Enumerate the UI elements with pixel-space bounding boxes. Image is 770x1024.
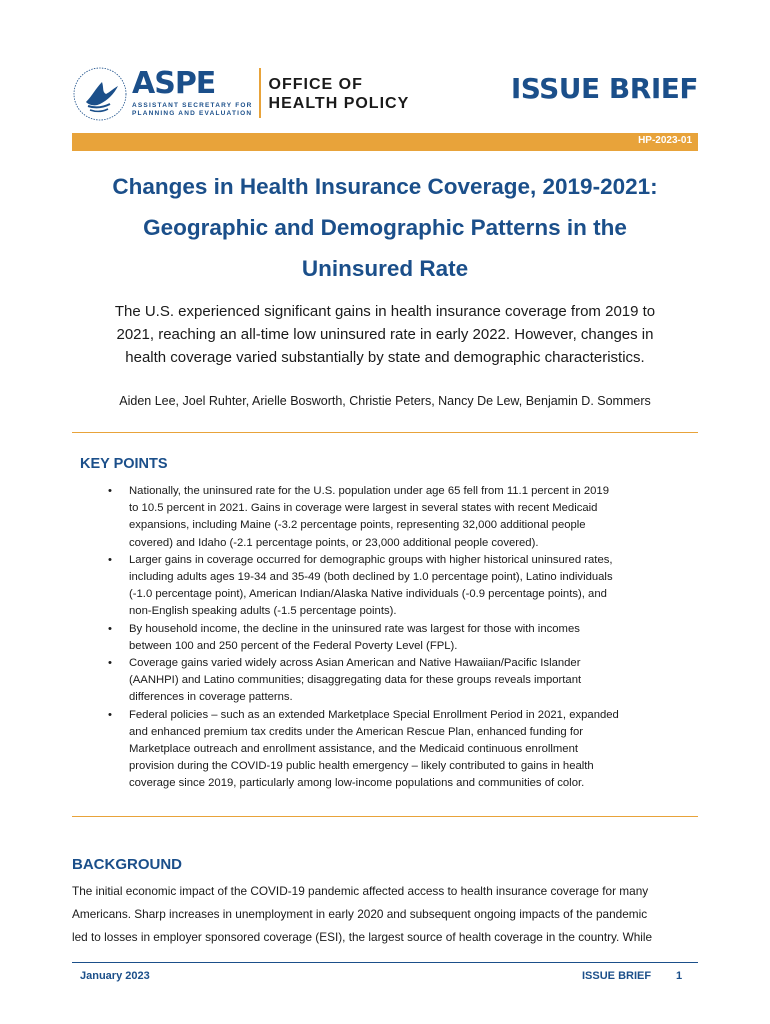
kp-line: (AANHPI) and Latino communities; disaggregating data for these groups reveals important — [129, 674, 582, 687]
footer-doc-type: ISSUE BRIEF — [582, 970, 652, 982]
hhs-eagle-seal-icon — [72, 66, 128, 122]
kp-line: covered) and Idaho (-2.1 percentage points, or 23,000 additional people covered). — [129, 536, 539, 549]
page-title — [72, 166, 698, 289]
kp-line: and enhanced premium tax credits under the American Rescue Plan, enhanced funding for — [129, 725, 584, 738]
list-item — [108, 483, 678, 552]
bullet-icon: • — [108, 657, 112, 670]
kp-line: Marketplace outreach and enrollment assistance, and the Medicaid continuous enrollment — [129, 743, 578, 756]
office-name — [269, 66, 410, 113]
footer-divider — [72, 962, 698, 963]
bullet-icon: • — [108, 553, 112, 566]
lede-summary — [80, 300, 690, 369]
bg-line: The initial economic impact of the COVID-19 pandemic affected access to health insurance coverage for many — [72, 884, 649, 898]
kp-line: including adults ages 19-34 and 35-49 (both declined by 1.0 percentage point), Latino individuals — [129, 571, 613, 584]
report-id: HP-2023-01 — [638, 135, 692, 146]
kp-line: By household income, the decline in the uninsured rate was largest for those with incomes — [129, 622, 580, 635]
kp-line: differences in coverage patterns. — [129, 691, 293, 704]
kp-line: Nationally, the uninsured rate for the U.S. population under age 65 fell from 11.1 percent in 2019 — [129, 485, 610, 497]
bullet-icon: • — [108, 708, 112, 721]
kp-line: provision during the COVID-19 public health emergency – likely contributed to gains in health — [129, 760, 594, 773]
kp-line: Larger gains in coverage occurred for demographic groups with higher historical uninsured rates, — [129, 553, 613, 566]
section-divider-top — [72, 432, 698, 433]
header — [72, 66, 698, 124]
aspe-logo-text: ASPE — [132, 66, 216, 101]
key-points-list — [108, 483, 678, 793]
office-line-1: OFFICE OF — [268, 76, 363, 93]
bullet-icon: • — [108, 485, 112, 497]
lede-line-3: health coverage varied substantially by state and demographic characteristics. — [125, 349, 645, 366]
bg-line: led to losses in employer sponsored coverage (ESI), the largest source of health coverage in the country. While — [72, 930, 653, 944]
aspe-subtitle-1: ASSISTANT SECRETARY FOR — [132, 102, 253, 109]
list-item — [108, 655, 678, 707]
footer-date: January 2023 — [80, 970, 150, 982]
list-item — [108, 707, 678, 793]
kp-line: Coverage gains varied widely across Asian American and Native Hawaiian/Pacific Islander — [129, 657, 581, 670]
lede-line-1: The U.S. experienced significant gains in health insurance coverage from 2019 to — [114, 303, 656, 320]
title-line-2: Geographic and Demographic Patterns in the — [143, 215, 627, 240]
background-heading: BACKGROUND — [72, 856, 182, 873]
kp-line: (-1.0 percentage point), American Indian/Alaska Native individuals (-0.9 percentage points), and — [129, 588, 607, 601]
report-id-bar — [72, 133, 698, 151]
background-text — [72, 880, 698, 949]
lede-line-2: 2021, reaching an all-time low uninsured rate in early 2022. However, changes in — [116, 326, 654, 343]
authors: Aiden Lee, Joel Ruhter, Arielle Bosworth, Christie Peters, Nancy De Lew, Benjamin D. Sommers — [119, 394, 651, 408]
section-divider-bottom — [72, 816, 698, 817]
list-item — [108, 621, 678, 655]
kp-line: expansions, including Maine (-3.2 percentage points, representing 32,000 additional people — [129, 519, 586, 532]
bg-line: Americans. Sharp increases in unemployment in early 2020 and subsequent ongoing impacts of the pandemic — [72, 907, 648, 921]
title-line-1: Changes in Health Insurance Coverage, 2019-2021: — [112, 174, 658, 199]
title-line-3: Uninsured Rate — [301, 256, 469, 281]
office-line-2: HEALTH POLICY — [268, 95, 410, 112]
kp-line: between 100 and 250 percent of the Federal Poverty Level (FPL). — [129, 639, 458, 652]
bullet-icon: • — [108, 622, 112, 635]
aspe-logo — [72, 66, 409, 122]
list-item — [108, 552, 678, 621]
aspe-subtitle-2: PLANNING AND EVALUATION — [132, 110, 253, 117]
kp-line: to 10.5 percent in 2021. Gains in coverage were largest in several states with recent Medicaid — [129, 502, 598, 515]
doc-type-heading: ISSUE BRIEF — [510, 72, 698, 105]
key-points-heading: KEY POINTS — [80, 456, 168, 472]
kp-line: coverage since 2019, particularly among low-income populations and communities of color. — [129, 777, 585, 790]
kp-line: non-English speaking adults (-1.5 percentage points). — [129, 605, 397, 618]
aspe-wordmark — [132, 66, 253, 118]
logo-divider — [259, 68, 261, 118]
page-number: 1 — [676, 970, 683, 982]
kp-line: Federal policies – such as an extended Marketplace Special Enrollment Period in 2021, expanded — [129, 708, 619, 721]
